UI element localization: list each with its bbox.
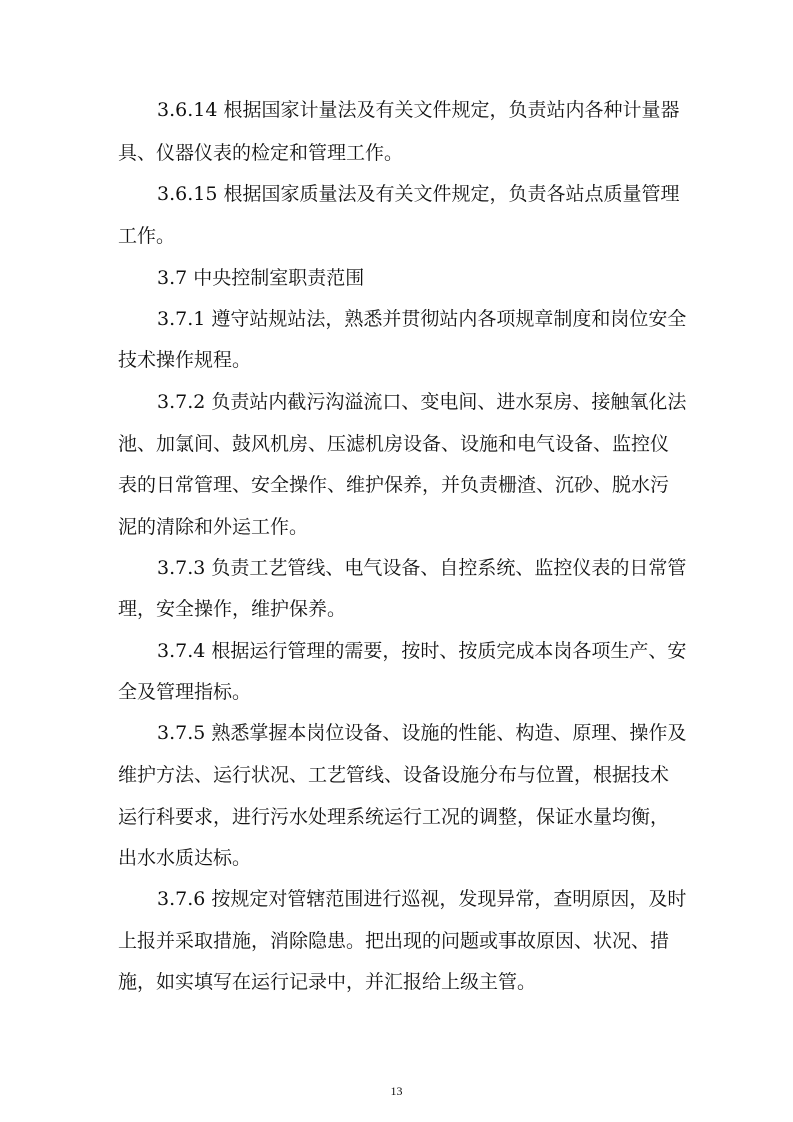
paragraph-3-7-6-line-2: 上报并采取措施，消除隐患。把出现的问题或事故原因、状况、措 xyxy=(118,930,670,952)
paragraph-3-7-4-line-2: 全及管理指标。 xyxy=(118,681,252,703)
paragraph-3-7-5-line-4: 出水水质达标。 xyxy=(118,847,252,869)
paragraph-3-7-4-line-1: 3.7.4 根据运行管理的需要，按时、按质完成本岗各项生产、安 xyxy=(157,640,687,662)
section-heading-3-7: 3.7 中央控制室职责范围 xyxy=(157,267,365,289)
paragraph-3-7-3-line-1: 3.7.3 负责工艺管线、电气设备、自控系统、监控仪表的日常管 xyxy=(157,557,687,579)
paragraph-3-7-5-line-1: 3.7.5 熟悉掌握本岗位设备、设施的性能、构造、原理、操作及 xyxy=(157,722,687,744)
paragraph-3-7-1-line-1: 3.7.1 遵守站规站法，熟悉并贯彻站内各项规章制度和岗位安全 xyxy=(157,308,687,330)
paragraph-3-7-5-line-2: 维护方法、运行状况、工艺管线、设备设施分布与位置，根据技术 xyxy=(118,764,670,786)
paragraph-3-7-3-line-2: 理，安全操作，维护保养。 xyxy=(118,598,347,620)
paragraph-3-7-2-line-3: 表的日常管理、安全操作、维护保养，并负责栅渣、沉砂、脱水污 xyxy=(118,474,670,496)
page-number: 13 xyxy=(390,1084,403,1098)
paragraph-3-7-6-line-1: 3.7.6 按规定对管辖范围进行巡视，发现异常，查明原因，及时 xyxy=(157,888,687,910)
paragraph-3-7-1-line-2: 技术操作规程。 xyxy=(118,349,252,371)
paragraph-3-7-5-line-3: 运行科要求，进行污水处理系统运行工况的调整，保证水量均衡， xyxy=(118,806,670,828)
paragraph-3-6-14-line-1: 3.6.14 根据国家计量法及有关文件规定，负责站内各种计量器 xyxy=(157,99,680,121)
paragraph-3-6-14-line-2: 具、仪器仪表的检定和管理工作。 xyxy=(118,142,404,164)
paragraph-3-6-15-line-2: 工作。 xyxy=(118,225,176,247)
paragraph-3-7-2-line-4: 泥的清除和外运工作。 xyxy=(118,516,309,538)
paragraph-3-7-2-line-2: 池、加氯间、鼓风机房、压滤机房设备、设施和电气设备、监控仪 xyxy=(118,433,670,455)
paragraph-3-7-2-line-1: 3.7.2 负责站内截污沟溢流口、变电间、进水泵房、接触氧化法 xyxy=(157,391,687,413)
paragraph-3-7-6-line-3: 施，如实填写在运行记录中，并汇报给上级主管。 xyxy=(118,971,537,993)
paragraph-3-6-15-line-1: 3.6.15 根据国家质量法及有关文件规定，负责各站点质量管理 xyxy=(157,183,680,205)
